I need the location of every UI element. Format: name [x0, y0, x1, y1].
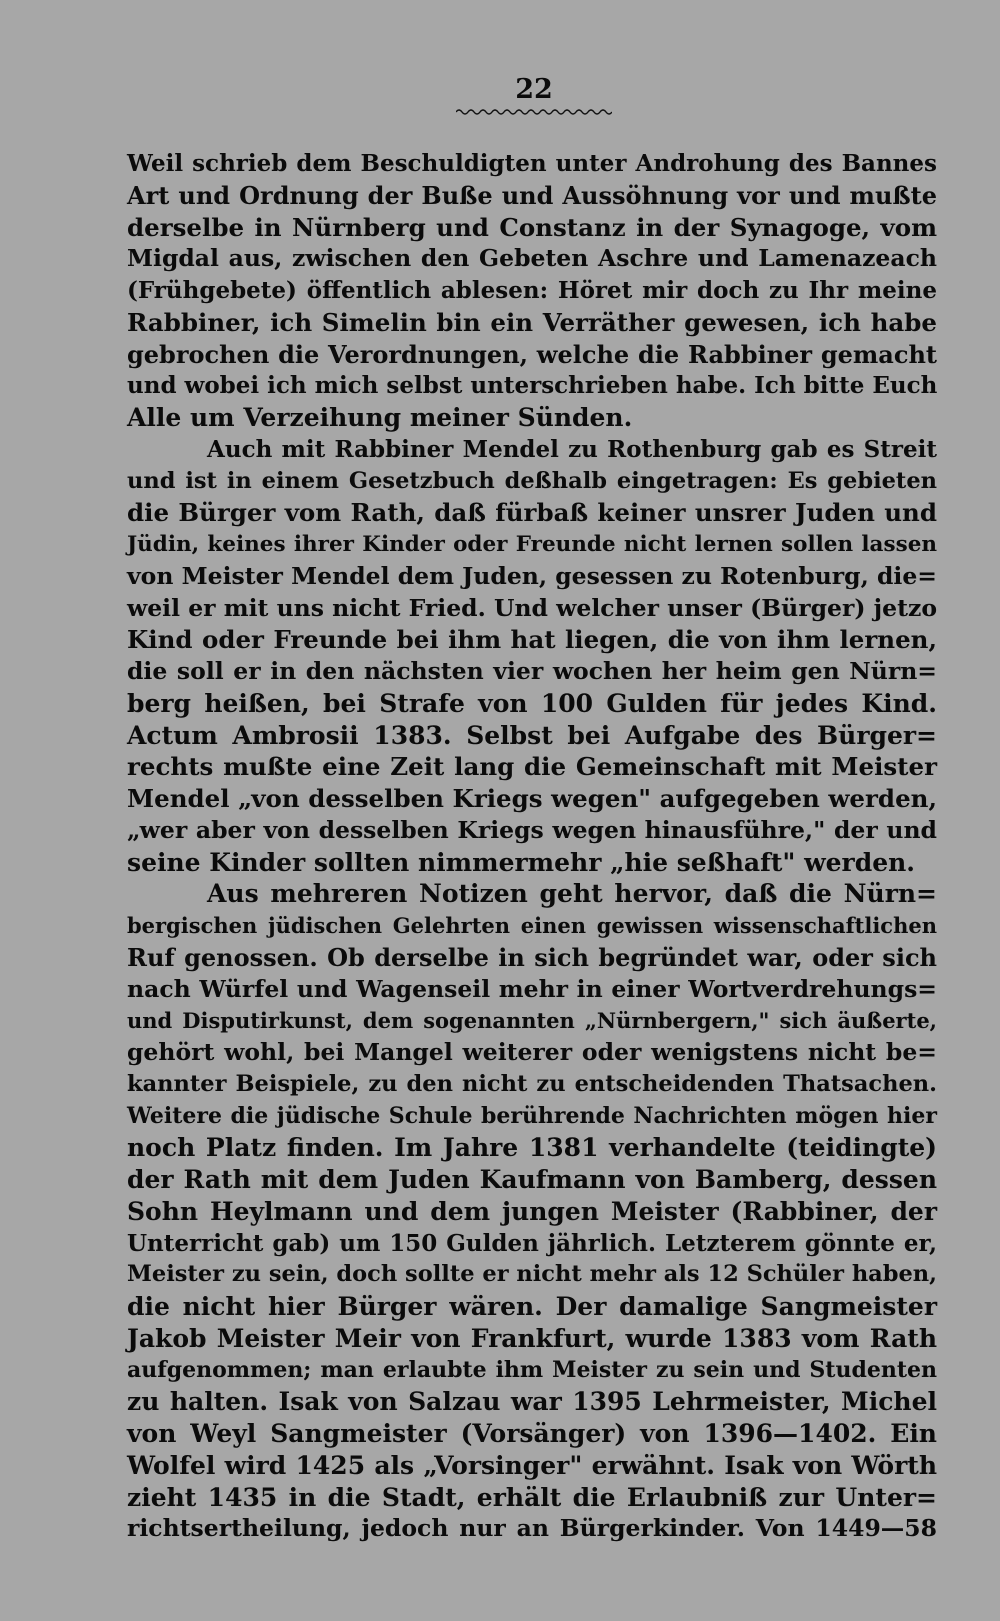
- text-line: Alle um Verzeihung meiner Sünden.: [127, 403, 633, 432]
- text-line: die nicht hier Bürger wären. Der damalige Sangmeister: [127, 1292, 937, 1321]
- text-line: Jüdin, keines ihrer Kinder oder Freunde nicht lernen sollen lassen: [127, 532, 937, 557]
- text-line: zu halten. Isak von Salzau war 1395 Lehrmeister, Michel: [127, 1387, 937, 1417]
- text-line: gebrochen die Verordnungen, welche die Rabbiner gemacht: [127, 339, 937, 369]
- text-line: Kind oder Freunde bei ihm hat liegen, die von ihm lernen,: [127, 625, 937, 655]
- text-line: zieht 1435 in die Stadt, erhält die Erlaubniß zur Unter=: [127, 1482, 937, 1512]
- text-line: (Frühgebete) öffentlich ablesen: Höret mir doch zu Ihr meine: [127, 277, 937, 304]
- text-line: die Bürger vom Rath, daß fürbaß keiner unsrer Juden und: [127, 498, 937, 528]
- text-line: Sohn Heylmann und dem jungen Meister (Rabbiner, der: [127, 1196, 937, 1226]
- body-text: [127, 148, 937, 1545]
- text-line: weil er mit uns nicht Fried. Und welcher unser (Bürger) jetzo: [127, 593, 937, 622]
- text-line: nach Würfel und Wagenseil mehr in einer Wortverdrehungs=: [127, 974, 937, 1003]
- text-line: Ruf genossen. Ob derselbe in sich begründet war, oder sich: [127, 942, 937, 972]
- text-line: kannter Beispiele, zu den nicht zu entscheidenden Thatsachen.: [127, 1070, 937, 1097]
- text-line: und Disputirkunst, dem sogenannten „Nürnbergern," sich äußerte,: [127, 1008, 937, 1034]
- page-number: 22: [515, 74, 553, 105]
- decorative-wavy-rule: [456, 108, 612, 116]
- text-line: die soll er in den nächsten vier wochen her heim gen Nürn=: [127, 657, 937, 685]
- text-line: berg heißen, bei Strafe von 100 Gulden für jedes Kind.: [127, 688, 937, 718]
- text-line: Rabbiner, ich Simelin bin ein Verräther gewesen, ich habe: [127, 307, 937, 337]
- text-line: Auch mit Rabbiner Mendel zu Rothenburg gab es Streit: [207, 435, 937, 463]
- text-line: Mendel „von desselben Kriegs wegen" aufgegeben werden,: [127, 784, 937, 813]
- text-line: Wolfel wird 1425 als „Vorsinger" erwähnt. Isak von Wörth: [127, 1450, 937, 1480]
- text-line: aufgenommen; man erlaubte ihm Meister zu sein und Studenten: [127, 1356, 937, 1383]
- text-line: noch Platz finden. Im Jahre 1381 verhandelte (teidingte): [127, 1133, 937, 1163]
- text-line: Migdal aus, zwischen den Gebeten Aschre und Lamenazeach: [127, 244, 937, 273]
- text-line: Weitere die jüdische Schule berührende Nachrichten mögen hier: [127, 1102, 937, 1129]
- text-line: Aus mehreren Notizen geht hervor, daß die Nürn=: [207, 879, 937, 909]
- text-line: der Rath mit dem Juden Kaufmann von Bamberg, dessen: [127, 1165, 937, 1194]
- text-line: von Weyl Sangmeister (Vorsänger) von 1396—1402. Ein: [127, 1419, 937, 1448]
- text-line: rechts mußte eine Zeit lang die Gemeinschaft mit Meister: [127, 752, 937, 782]
- text-line: Meister zu sein, doch sollte er nicht mehr als 12 Schüler haben,: [127, 1261, 937, 1288]
- text-line: Weil schrieb dem Beschuldigten unter Androhung des Bannes: [127, 150, 937, 177]
- text-line: seine Kinder sollten nimmermehr „hie seßhaft" werden.: [127, 847, 915, 877]
- text-line: „wer aber von desselben Kriegs wegen hinausführe," der und: [127, 815, 937, 844]
- text-line: und wobei ich mich selbst unterschrieben habe. Ich bitte Euch: [127, 372, 938, 400]
- text-line: derselbe in Nürnberg und Constanz in der Synagoge, vom: [127, 212, 937, 242]
- text-line: Art und Ordnung der Buße und Aussöhnung vor und mußte: [127, 180, 937, 210]
- text-line: bergischen jüdischen Gelehrten einen gewissen wissenschaftlichen: [127, 913, 937, 938]
- text-line: und ist in einem Gesetzbuch deßhalb eingetragen: Es gebieten: [127, 467, 937, 494]
- text-line: Actum Ambrosii 1383. Selbst bei Aufgabe des Bürger=: [127, 720, 937, 750]
- text-line: Unterricht gab) um 150 Gulden jährlich. Letzterem gönnte er,: [127, 1229, 937, 1257]
- text-line: gehört wohl, bei Mangel weiterer oder wenigstens nicht be=: [127, 1038, 937, 1066]
- text-line: richtsertheilung, jedoch nur an Bürgerkinder. Von 1449—58: [127, 1514, 937, 1543]
- text-line: von Meister Mendel dem Juden, gesessen zu Rotenburg, die=: [127, 561, 937, 590]
- text-line: Jakob Meister Meir von Frankfurt, wurde 1383 vom Rath: [127, 1323, 937, 1353]
